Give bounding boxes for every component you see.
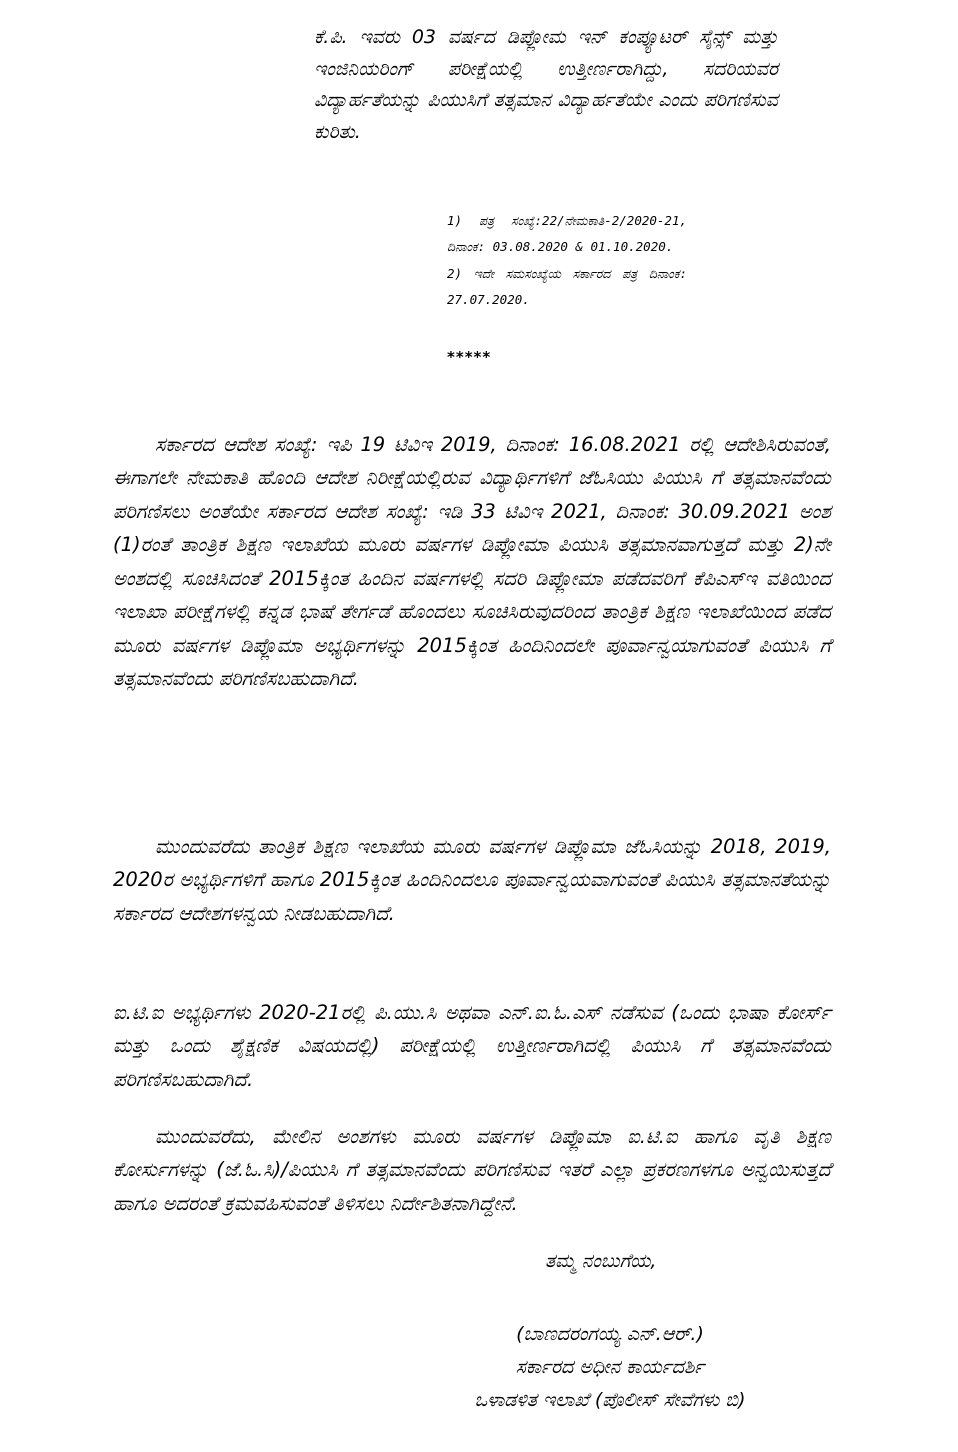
signature-block	[410, 1318, 810, 1417]
separator-stars: *****	[447, 348, 492, 366]
signatory-department: ಒಳಾಡಳಿತ ಇಲಾಖೆ (ಪೊಲೀಸ್ ಸೇವೆಗಳು ಬಿ)	[474, 1389, 746, 1411]
body-paragraph-1: ಸರ್ಕಾರದ ಆದೇಶ ಸಂಖ್ಯೆ: ಇಪಿ 19 ಟಿವಿಇ 2019, ದಿನಾಂಕ: 16.08.2021 ರಲ್ಲಿ ಆದೇಶಿಸಿರುವಂತೆ, ಈಗಾಗಲೇ ನೇಮಕಾತಿ ಹೊಂದಿ ಆದೇಶ ನಿರೀಕ್ಷೆಯಲ್ಲಿರುವ ವಿದ್ಯಾರ್ಥಿಗಳಿಗೆ ಜೆಓಸಿಯು ಪಿಯುಸಿ ಗೆ ತತ್ಸಮಾನವೆಂದು ಪರಿಗಣಿಸಲು ಅಂತೆಯೇ ಸರ್ಕಾರದ ಆದೇಶ ಸಂಖ್ಯೆ: ಇಡಿ 33 ಟಿವಿಇ 2021, ದಿನಾಂಕ: 30.09.2021 ಅಂಶ (1)ರಂತೆ ತಾಂತ್ರಿಕ ಶಿಕ್ಷಣ ಇಲಾಖೆಯ ಮೂರು ವರ್ಷಗಳ ಡಿಪ್ಲೋಮಾ ಪಿಯುಸಿ ತತ್ಸಮಾನವಾಗುತ್ತದೆ ಮತ್ತು 2)ನೇ ಅಂಶದಲ್ಲಿ ಸೂಚಿಸಿದಂತೆ 2015ಕ್ಕಿಂತ ಹಿಂದಿನ ವರ್ಷಗಳಲ್ಲಿ ಸದರಿ ಡಿಪ್ಲೋಮಾ ಪಡೆದವರಿಗೆ ಕೆಪಿಎಸ್ಇ ವತಿಯಿಂದ ಇಲಾಖಾ ಪರೀಕ್ಷೆಗಳಲ್ಲಿ ಕನ್ನಡ ಭಾಷೆ ತೇರ್ಗಡೆ ಹೊಂದಲು ಸೂಚಿಸಿರುವುದರಿಂದ ತಾಂತ್ರಿಕ ಶಿಕ್ಷಣ ಇಲಾಖೆಯಿಂದ ಪಡೆದ ಮೂರು ವರ್ಷಗಳ ಡಿಪ್ಲೊಮಾ ಅಭ್ಯರ್ಥಿಗಳನ್ನು 2015ಕ್ಕಿಂತ ಹಿಂದಿನಿಂದಲೇ ಪೂರ್ವಾನ್ವಯಾಗುವಂತೆ ಪಿಯುಸಿ ಗೆ ತತ್ಸಮಾನವೆಂದು ಪರಿಗಣಿಸಬಹುದಾಗಿದೆ.	[113, 432, 831, 690]
body-paragraph-2: ಮುಂದುವರೆದು ತಾಂತ್ರಿಕ ಶಿಕ್ಷಣ ಇಲಾಖೆಯ ಮೂರು ವರ್ಷಗಳ ಡಿಪ್ಲೊಮಾ ಜೆಓಸಿಯನ್ನು 2018, 2019, 2020ರ ಅಭ್ಯರ್ಥಿಗಳಿಗೆ ಹಾಗೂ 2015ಕ್ಕಿಂತ ಹಿಂದಿನಿಂದಲೂ ಪೂರ್ವಾನ್ವಯವಾಗುವಂತೆ ಪಿಯುಸಿ ತತ್ಸಮಾನತೆಯನ್ನು ಸರ್ಕಾರದ ಆದೇಶಗಳನ್ವಯ ನೀಡಬಹುದಾಗಿದೆ.	[113, 834, 831, 925]
signatory-designation: ಸರ್ಕಾರದ ಅಧೀನ ಕಾರ್ಯದರ್ಶಿ	[515, 1356, 705, 1378]
reference-item-2: 2) ಇದೇ ಸಮಸಂಖ್ಯೆಯ ಸರ್ಕಾರದ ಪತ್ರ ದಿನಾಂಕ: 27.07.2020.	[447, 266, 687, 307]
body-paragraph-3: ಐ.ಟಿ.ಐ ಅಭ್ಯರ್ಥಿಗಳು 2020-21ರಲ್ಲಿ ಪಿ.ಯು.ಸಿ ಅಥವಾ ಎನ್.ಐ.ಓ.ಎಸ್ ನಡೆಸುವ (ಒಂದು ಭಾಷಾ ಕೋರ್ಸ್ ಮತ್ತು ಒಂದು ಶೈಕ್ಷಣಿಕ ವಿಷಯದಲ್ಲಿ) ಪರೀಕ್ಷೆಯಲ್ಲಿ ಉತ್ತೀರ್ಣರಾಗಿದಲ್ಲಿ ಪಿಯುಸಿ ಗೆ ತತ್ಸಮಾನವೆಂದು ಪರಿಗಣಿಸಬಹುದಾಗಿದೆ.	[113, 1000, 831, 1091]
body-paragraph-4: ಮುಂದುವರೆದು, ಮೇಲಿನ ಅಂಶಗಳು ಮೂರು ವರ್ಷಗಳ ಡಿಪ್ಲೊಮಾ ಐ.ಟಿ.ಐ ಹಾಗೂ ವೃತಿ ಶಿಕ್ಷಣ ಕೋರ್ಸುಗಳನ್ನು (ಜೆ.ಓ.ಸಿ)/ಪಿಯುಸಿ ಗೆ ತತ್ಸಮಾನವೆಂದು ಪರಿಗಣಿಸುವ ಇತರೆ ಎಲ್ಲಾ ಪ್ರಕರಣಗಳಗೂ ಅನ್ವಯಿಸುತ್ತದೆ ಹಾಗೂ ಅದರಂತೆ ಕ್ರಮವಹಿಸುವಂತೆ ತಿಳಿಸಲು ನಿರ್ದೇಶಿತನಾಗಿದ್ದೇನೆ.	[113, 1124, 831, 1215]
subject-block: ಕೆ.ಪಿ. ಇವರು 03 ವರ್ಷದ ಡಿಪ್ಲೋಮ ಇನ್ ಕಂಪ್ಯೂಟರ್ ಸೈನ್ಸ್ ಮತ್ತು ಇಂಜಿನಿಯರಿಂಗ್ ಪರೀಕ್ಷೆಯಲ್ಲಿ ಉತ್ತೀರ್ಣರಾಗಿದ್ದು, ಸದರಿಯವರ ವಿದ್ಯಾರ್ಹತೆಯನ್ನು ಪಿಯುಸಿಗೆ ತತ್ಸಮಾನ ವಿದ್ಯಾರ್ಹತೆಯೇ ಎಂದು ಪರಿಗಣಿಸುವ ಕುರಿತು.	[314, 26, 778, 143]
signatory-name: (ಬಾಣದರಂಗಯ್ಯ ಎನ್.ಆರ್.)	[516, 1323, 704, 1345]
closing-salutation: ತಮ್ಮ ನಂಬುಗೆಯ,	[545, 1250, 657, 1272]
reference-item-1: 1) ಪತ್ರ ಸಂಖ್ಯೆ:22/ನೇಮಕಾತಿ-2/2020-21, ದಿನಾಂಕ: 03.08.2020 & 01.10.2020.	[447, 213, 687, 254]
references-block	[447, 208, 687, 312]
